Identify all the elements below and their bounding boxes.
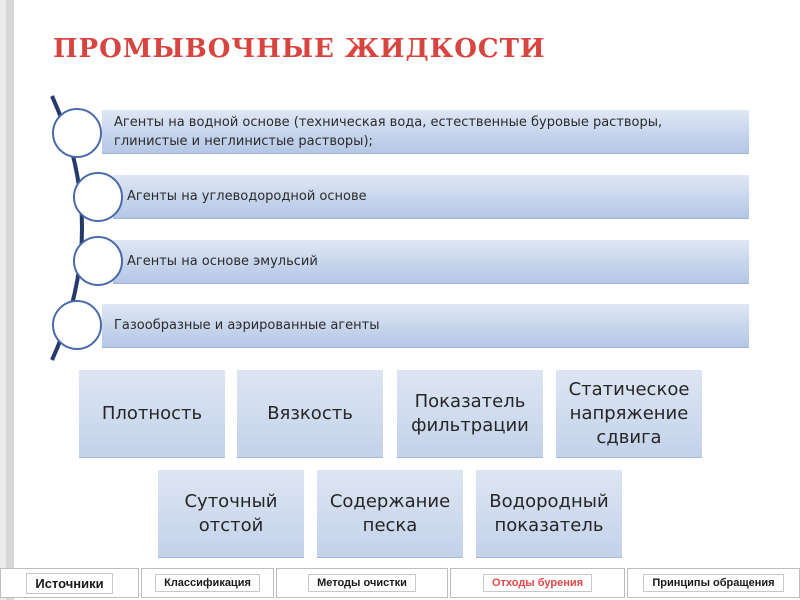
property-box-filtration: [397, 370, 543, 458]
bullet-circle: [73, 236, 123, 286]
property-label: Суточный отстой: [184, 490, 278, 536]
property-box-ph: [476, 470, 622, 558]
property-box-shear-stress: [556, 370, 702, 458]
bullet-circle: [52, 300, 102, 350]
property-box-settling: [158, 470, 304, 558]
nav-tab-cleaning-methods[interactable]: [276, 568, 448, 598]
property-label: Показатель фильтрации: [411, 390, 529, 436]
nav-tab-drilling-waste[interactable]: [450, 568, 625, 598]
property-label: Плотность: [101, 402, 203, 424]
property-label: Водородный показатель: [489, 490, 609, 536]
nav-tab-label: Методы очистки: [308, 574, 416, 592]
category-label: Агенты на углеводородной основе: [127, 189, 367, 204]
category-bar-gas: [102, 304, 749, 348]
category-bar-hydrocarbon: [113, 175, 749, 219]
property-box-viscosity: [237, 370, 383, 458]
property-label: Статическое напряжение сдвига: [568, 378, 690, 448]
nav-tab-label: Принципы обращения: [643, 574, 783, 592]
property-box-density: [79, 370, 225, 458]
nav-tab-handling-principles[interactable]: [627, 568, 800, 598]
bullet-circle: [73, 172, 123, 222]
property-label: Содержание песка: [329, 490, 451, 536]
nav-tab-label: Источники: [26, 573, 112, 594]
nav-tab-label: Отходы бурения: [483, 574, 592, 592]
nav-tab-classification[interactable]: [141, 568, 274, 598]
category-bar-emulsion: [113, 240, 749, 284]
property-box-sand: [317, 470, 463, 558]
property-label: Вязкость: [267, 402, 353, 424]
category-bar-water: [102, 110, 749, 154]
category-label: Агенты на основе эмульсий: [127, 254, 318, 269]
category-label: Газообразные и аэрированные агенты: [114, 318, 380, 333]
page-title: ПРОМЫВОЧНЫЕ ЖИДКОСТИ: [53, 34, 546, 64]
category-label: Агенты на водной основе (техническая вода, естественные буровые растворы, глинистые и неглинистые растворы);: [114, 114, 663, 149]
nav-tab-label: Классификация: [155, 574, 260, 592]
nav-tab-sources[interactable]: [0, 568, 139, 598]
bullet-circle: [52, 108, 102, 158]
